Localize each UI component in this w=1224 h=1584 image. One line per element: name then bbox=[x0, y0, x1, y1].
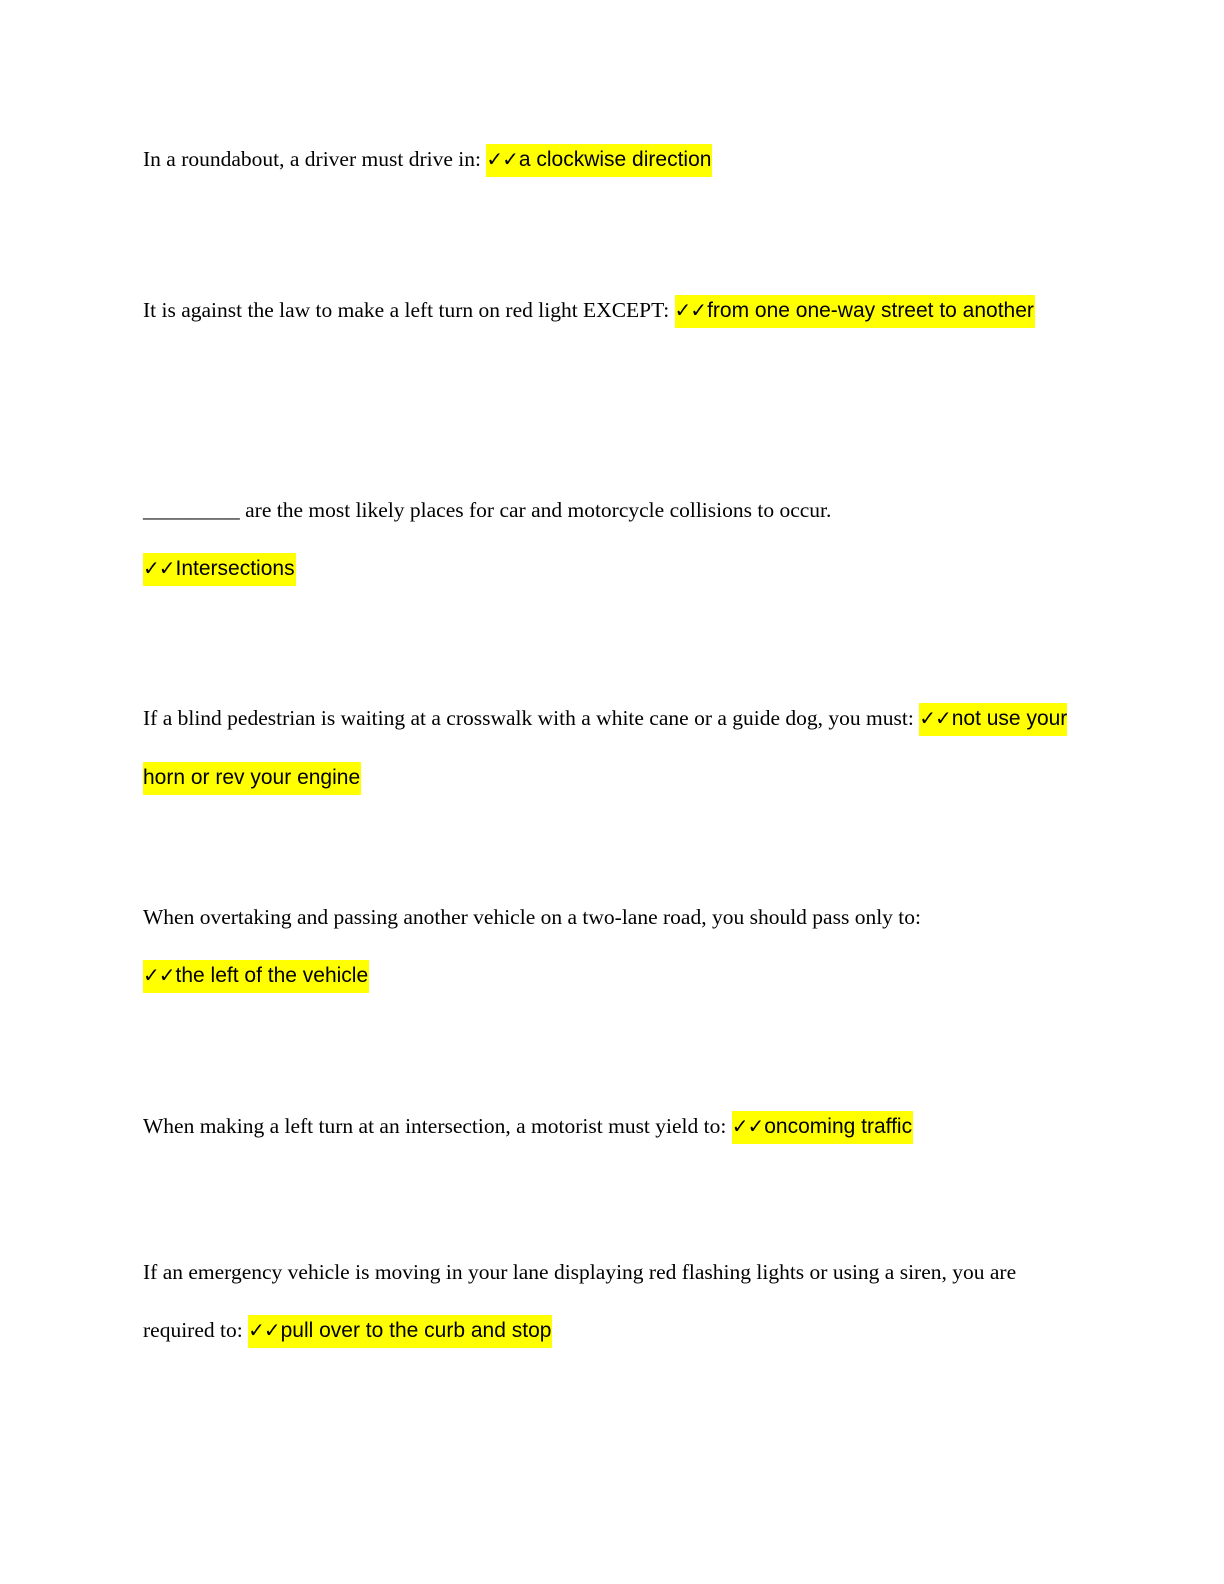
qa-item bbox=[143, 130, 1078, 189]
double-check-icon: ✓✓ bbox=[919, 706, 951, 730]
answer-highlight bbox=[675, 295, 1035, 328]
answer-text: the left of the vehicle bbox=[175, 964, 369, 987]
question-text: In a roundabout, a driver must drive in: bbox=[143, 147, 487, 171]
question-text: When making a left turn at an intersection, a motorist must yield to: bbox=[143, 1114, 732, 1138]
qa-item bbox=[143, 1243, 1078, 1360]
qa-item bbox=[143, 281, 1078, 340]
question-text: If a blind pedestrian is waiting at a crosswalk with a white cane or a guide dog, you must: bbox=[143, 706, 920, 730]
answer-text: from one one-way street to another bbox=[707, 299, 1034, 322]
double-check-icon: ✓✓ bbox=[731, 1114, 764, 1138]
answer-text: oncoming traffic bbox=[764, 1115, 913, 1138]
question-text: If an emergency vehicle is moving in your lane displaying red flashing lights or using a siren, you are required to: bbox=[143, 1260, 1017, 1342]
answer-text: Intersections bbox=[175, 557, 295, 580]
answer-highlight bbox=[486, 144, 712, 177]
qa-item bbox=[143, 689, 1078, 807]
qa-item bbox=[143, 888, 1078, 1005]
qa-item bbox=[143, 1097, 1078, 1156]
answer-text: pull over to the curb and stop bbox=[280, 1319, 552, 1342]
answer-text: a clockwise direction bbox=[518, 148, 712, 171]
answer-highlight bbox=[143, 553, 296, 586]
double-check-icon: ✓✓ bbox=[143, 556, 175, 580]
answer-highlight bbox=[732, 1111, 913, 1144]
question-text: _________ are the most likely places for car and motorcycle collisions to occur. bbox=[143, 498, 832, 522]
double-check-icon: ✓✓ bbox=[674, 298, 707, 322]
answer-text: not use your horn or rev your engine bbox=[143, 707, 1068, 789]
qa-item bbox=[143, 481, 1078, 598]
question-text: When overtaking and passing another vehicle on a two-lane road, you should pass only to: bbox=[143, 905, 921, 929]
double-check-icon: ✓✓ bbox=[486, 147, 518, 171]
answer-highlight bbox=[248, 1315, 552, 1348]
question-text: It is against the law to make a left turn on red light EXCEPT: bbox=[143, 298, 675, 322]
double-check-icon: ✓✓ bbox=[248, 1318, 280, 1342]
double-check-icon: ✓✓ bbox=[143, 963, 175, 987]
answer-highlight bbox=[143, 960, 369, 993]
